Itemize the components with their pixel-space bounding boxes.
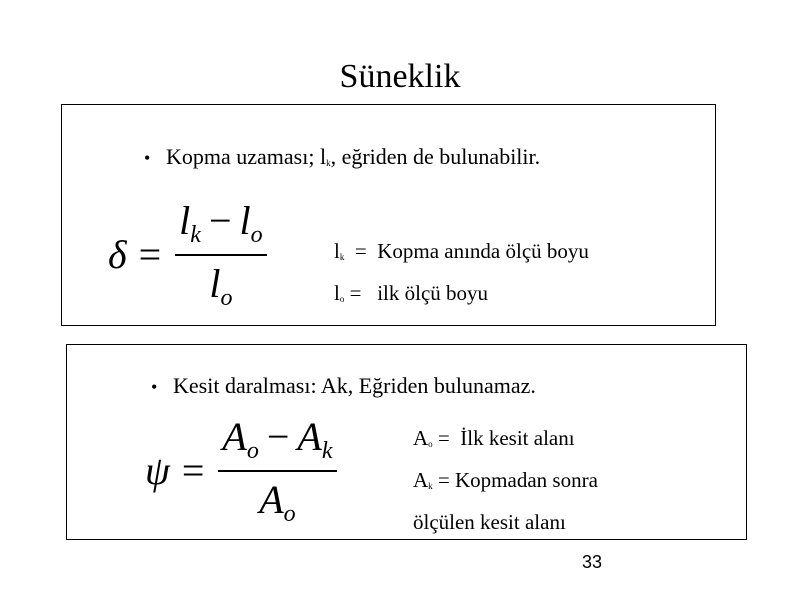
bullet-dot: • <box>151 377 158 397</box>
formula-equals: = <box>181 448 205 493</box>
formula-denominator: $A_o$ <box>259 477 296 527</box>
fraction-bar <box>218 470 336 472</box>
bullet-text: Kesit daralması: Ak, Eğriden bulunamaz. <box>173 373 536 398</box>
formula-fraction <box>175 197 266 312</box>
formula-lhs: δ <box>108 232 127 277</box>
area-reduction-formula <box>145 413 337 528</box>
bullet-text-pre: Kopma uzaması; l <box>166 144 327 169</box>
formula-equals: = <box>138 232 162 277</box>
elongation-formula <box>108 197 267 312</box>
definition-lk: lk = Kopma anında ölçü boyu <box>334 239 589 263</box>
formula-numerator: $l_k - l_o$ <box>179 198 263 248</box>
bullet-elongation <box>144 143 540 177</box>
formula-denominator: $l_o$ <box>209 261 233 311</box>
bullet-text-sub: k <box>326 158 331 168</box>
bullet-area-reduction <box>151 372 536 401</box>
definition-lo: lo = ilk ölçü boyu <box>334 281 489 305</box>
formula-lhs: ψ <box>145 448 170 493</box>
page-number: 33 <box>581 552 603 572</box>
definition-ak-continued: ölçülen kesit alanı <box>413 510 566 534</box>
definition-ao: Ao = İlk kesit alanı <box>413 426 575 450</box>
formula-numerator: $A_o - A_k$ <box>222 414 333 464</box>
bullet-dot: • <box>144 148 151 168</box>
bullet-text-post: , eğriden de bulunabilir. <box>330 144 541 169</box>
elongation-definitions <box>334 232 589 318</box>
area-definitions <box>413 420 598 540</box>
formula-fraction <box>218 413 336 528</box>
definition-ak: Ak = Kopmadan sonra <box>413 468 598 492</box>
ductility-elongation-box <box>61 104 716 326</box>
area-reduction-box <box>66 344 747 540</box>
slide-title: Süneklik <box>339 58 461 95</box>
fraction-bar <box>175 254 266 256</box>
